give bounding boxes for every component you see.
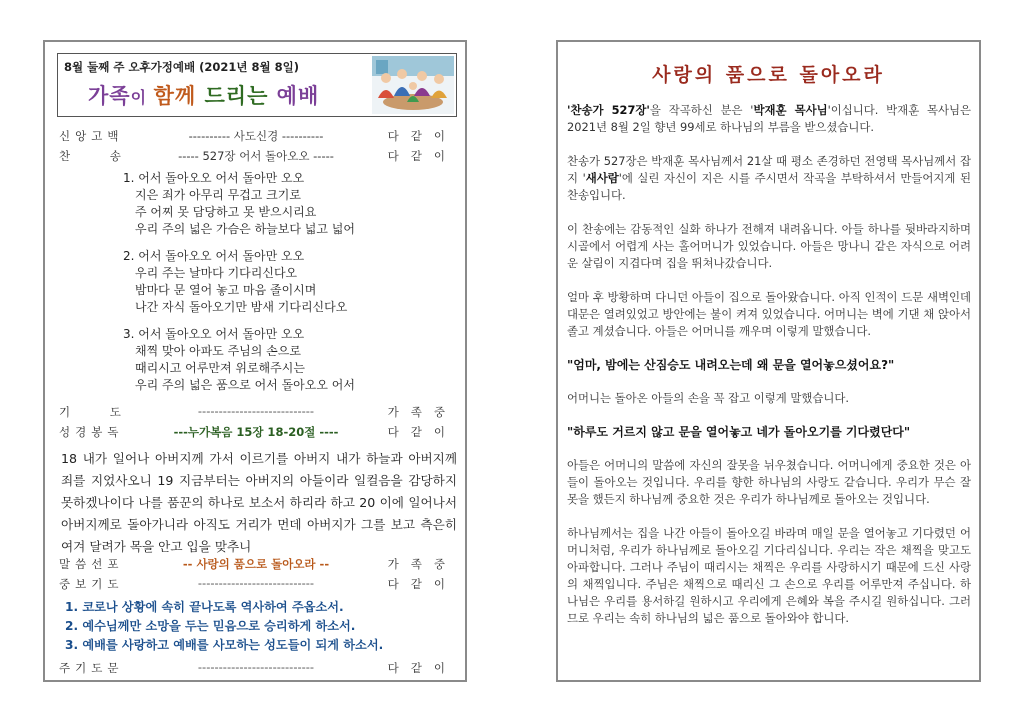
sermon-paragraph: '찬송가 527장'을 작곡하신 분은 '박재훈 목사님'이십니다. 박재훈 목사님은 2021년 8월 2일 향년 99세로 하나님의 부름을 받으셨습니다.	[567, 103, 971, 134]
hymn-line: 1. 어서 돌아오오 어서 돌아만 오오	[123, 171, 305, 185]
prayer-item: 3. 예배를 사랑하고 예배를 사모하는 성도들이 되게 하소서.	[65, 638, 384, 652]
prayer-item: 2. 예수님께만 소망을 두는 믿음으로 승리하게 하소서.	[65, 619, 356, 633]
service-date-subtitle: 8월 둘째 주 오후가정예배 (2021년 8월 8일)	[64, 60, 299, 74]
order-item: ----- 527장 어서 돌아오오 -----	[178, 149, 334, 163]
sermon-paragraph: 하나님께서는 집을 나간 아들이 돌아오길 바라며 매일 문을 열어놓고 기다렸던 어머니처럼, 우리가 하나님께로 돌아오길 기다리십니다. 우리는 작은 채찍을 맞고도 아파합니다. 그러나 주님이 때리시는 채찍은 우리를 사랑하시기 때문에 드신 사랑의 채찍입니다. 주님은 채찍으로 때리신 그 손으로 우리를 어루만져 주십니다. 하나님은 우리를 용서하길 원하시고 우리에게 은혜와 복을 주시길 원하십니다. 그러므로 우리는 속히 하나님의 넓은 품으로 돌아와야 합니다.	[567, 526, 971, 625]
order-label: 신앙고백	[59, 129, 124, 143]
order-label: 찬 송	[59, 149, 126, 163]
prayer-item: 1. 코로나 상황에 속히 끝나도록 역사하여 주옵소서.	[65, 600, 344, 614]
title-part-together: 함께	[153, 84, 197, 108]
order-label: 말씀선포	[59, 557, 124, 571]
order-leader: 다같이	[387, 425, 457, 439]
title-part-family: 가족	[88, 84, 131, 108]
order-label: 기 도	[59, 405, 126, 419]
sermon-title: 사랑의 품으로 돌아오라	[652, 64, 885, 86]
order-leader: 다같이	[387, 661, 457, 675]
order-leader: 다같이	[387, 149, 457, 163]
hymn-verse-3	[123, 326, 355, 394]
service-header	[57, 53, 457, 117]
scripture-text: 18 내가 일어나 아버지께 가서 이르기를 아버지 내가 하늘과 아버지께 죄를 지었사오니 19 지금부터는 아버지의 아들이라 일컬음을 감당하지 못하겠나이다 나를 품꾼의 하나로 보소서 하리라 하고 20 이에 일어나서 아버지께로 돌아가니라 아직도 거리가 먼데 아버지가 그를 보고 측은히 여겨 달려가 목을 안고 입을 맞추니	[61, 451, 457, 554]
sermon-paragraph: 이 찬송에는 감동적인 실화 하나가 전해져 내려옵니다. 아들 하나를 뒷바라지하며 시골에서 어렵게 사는 홀어머니가 있었습니다. 아들은 망나니 같은 자식으로 어려운 살림이 지겹다며 집을 뛰쳐나갔습니다.	[567, 222, 971, 270]
hymn-line: 지은 죄가 아무리 무겁고 크기로	[135, 188, 301, 202]
order-intercession	[59, 576, 457, 592]
sermon-quote: "엄마, 밤에는 산짐승도 내려오는데 왜 문을 열어놓으셨어요?"	[567, 358, 895, 372]
hymn-line: 우리 주의 넓은 품으로 어서 돌아오오 어서	[135, 378, 355, 392]
hymn-line: 때리시고 어루만져 위로해주시는	[135, 361, 305, 375]
order-item: ---------- 사도신경 ----------	[188, 129, 324, 143]
family-praying-illustration	[372, 56, 454, 114]
order-hymn	[59, 148, 457, 164]
sermon-paragraph: 어머니는 돌아온 아들의 손을 꼭 잡고 이렇게 말했습니다.	[567, 391, 850, 405]
hymn-verse-1	[123, 170, 355, 238]
order-prayer	[59, 404, 457, 420]
sermon-quote: "하루도 거르지 않고 문을 열어놓고 네가 돌아오기를 기다렸단다"	[567, 425, 911, 439]
order-item: ----------------------------	[197, 660, 315, 674]
bulletin-left-page	[43, 40, 467, 682]
order-creed	[59, 128, 457, 144]
title-part-offering: 드리는	[204, 84, 269, 108]
order-leader: 다같이	[387, 577, 457, 591]
prayer-list	[65, 598, 383, 655]
hymn-line: 2. 어서 돌아오오 어서 돌아만 오오	[123, 249, 305, 263]
hymn-line: 채찍 맞아 아파도 주님의 손으로	[135, 344, 301, 358]
hymn-verse-2	[123, 248, 347, 316]
order-label: 주기도문	[59, 661, 124, 675]
order-item: ----------------------------	[197, 576, 315, 590]
service-title	[88, 80, 319, 110]
order-sermon	[59, 556, 457, 572]
order-leader: 가족중	[387, 405, 457, 419]
hymn-line: 3. 어서 돌아오오 어서 돌아만 오오	[123, 327, 305, 341]
order-item: ---누가복음 15장 18-20절 ----	[173, 425, 339, 439]
sermon-paragraph: 얼마 후 방황하며 다니던 아들이 집으로 돌아왔습니다. 아직 인적이 드문 새벽인데 대문은 열려있었고 방안에는 불이 켜져 있었습니다. 어머니는 벽에 기댄 채 앉아서 졸고 계셨습니다. 아들은 어머니를 깨우며 이렇게 말했습니다.	[567, 290, 971, 338]
order-item: ----------------------------	[197, 404, 315, 418]
sermon-paragraph: 아들은 어머니의 말씀에 자신의 잘못을 뉘우쳤습니다. 어머니에게 중요한 것은 아들이 돌아오는 것입니다. 우리를 향한 하나님의 사랑도 같습니다. 우리가 무슨 잘못을 했든지 하나님께 중요한 것은 우리가 하나님께로 돌아오는 것입니다.	[567, 458, 971, 506]
hymn-line: 나간 자식 돌아오기만 밤새 기다리신다오	[135, 300, 348, 314]
sermon-right-page	[556, 40, 981, 682]
order-scripture-reading	[59, 424, 457, 440]
order-leader: 다같이	[387, 129, 457, 143]
title-part-worship: 예배	[268, 84, 320, 108]
hymn-line: 우리 주는 날마다 기다리신다오	[135, 266, 298, 280]
title-part-particle: 이	[130, 88, 154, 107]
hymn-line: 주 어찌 못 담당하고 못 받으시리요	[135, 205, 317, 219]
order-lords-prayer	[59, 660, 457, 676]
order-label: 성경봉독	[59, 425, 124, 439]
sermon-paragraph: 찬송가 527장은 박재훈 목사님께서 21살 때 평소 존경하던 전영택 목사님께서 잡지 '새사람'에 실린 자신이 지은 시를 주시면서 작곡을 부탁하셔서 만들어지게 된 찬송입니다.	[567, 154, 971, 202]
order-label: 중보기도	[59, 577, 124, 591]
hymn-line: 우리 주의 넓은 가슴은 하늘보다 넓고 넓어	[135, 222, 355, 236]
order-leader: 가족중	[387, 557, 457, 571]
order-item: -- 사랑의 품으로 돌아오라 --	[182, 557, 330, 571]
hymn-line: 밤마다 문 열어 놓고 마음 졸이시며	[135, 283, 317, 297]
sermon-body	[567, 102, 971, 644]
